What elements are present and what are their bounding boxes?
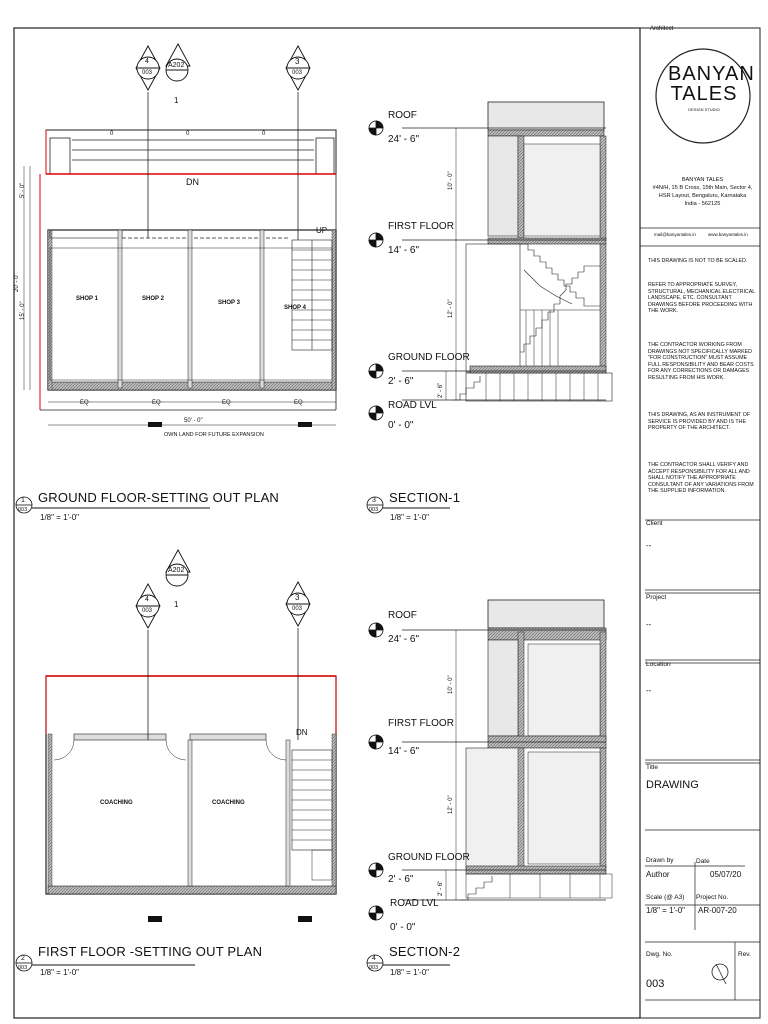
- s1-level-ff-value: 14' - 6": [388, 245, 420, 256]
- room-shop-4: SHOP 4: [284, 305, 306, 311]
- s2-level-road-name: ROAD LVL: [390, 898, 439, 909]
- view4-scale: 1/8" = 1'-0": [390, 968, 430, 977]
- marker2-4-sheet: 003: [142, 608, 153, 614]
- s2-level-roof-name: ROOF: [388, 610, 417, 621]
- s1-level-gf-name: GROUND FLOOR: [388, 352, 470, 363]
- dwg-no-label: Dwg. No.: [646, 951, 673, 958]
- marker-3-num: 3: [295, 57, 300, 66]
- s1-level-road-name: ROAD LVL: [388, 400, 437, 411]
- s2-level-gf-name: GROUND FLOOR: [388, 852, 470, 863]
- marker2-a202-sheet: A202: [168, 567, 185, 574]
- plan2-dn-label: DN: [296, 728, 308, 737]
- title-label: Title: [646, 764, 659, 771]
- marker2-3-sheet: 003: [292, 606, 303, 612]
- firm-website[interactable]: www.banyantales.in: [708, 232, 748, 237]
- first-floor-plan: [46, 628, 336, 922]
- dim-eq-1: EQ: [80, 400, 89, 406]
- marker-a202-num: 1: [174, 96, 179, 105]
- s1-level-ff-name: FIRST FLOOR: [388, 221, 454, 232]
- note-2: REFER TO APPROPRIATE SURVEY, STRUCTURAL, MECHANICAL ELECTRICAL LANDSCAPE, ETC. CONSULTANT DRAWINGS BEFORE PROCEEDING WITH THE WORK.: [648, 282, 756, 315]
- s2-level-road-value: 0' - 0": [390, 922, 416, 933]
- client-label: Client: [646, 520, 663, 527]
- view3-title: SECTION-1: [389, 490, 461, 505]
- firm-email[interactable]: mail@banyantales.in: [654, 232, 696, 237]
- callout-markers: [136, 44, 310, 628]
- logo-line1: BANYAN: [668, 63, 755, 85]
- firm-address-2: HSR Layout, Bengaluru, Karnataka: [658, 193, 747, 199]
- s1-dim-1: 10' - 0": [448, 171, 454, 190]
- marker-3-sheet: 003: [292, 70, 303, 76]
- s1-dim-2: 12' - 0": [448, 299, 454, 318]
- firm-address-3: India - 562125: [684, 201, 721, 207]
- room-shop-3: SHOP 3: [218, 300, 240, 306]
- view4-sheet: 003: [369, 965, 379, 971]
- note-5: THE CONTRACTOR SHALL VERIFY AND ACCEPT RESPONSIBILITY FOR ALL AND SHALL NOTIFY THE APPROPRIATE CONSULTANT OF ANY VARIATIONS FROM THE SUPPLIED INFORMATION.: [648, 462, 754, 495]
- project-label: Project: [646, 594, 667, 601]
- top-mark-1: 0: [110, 131, 114, 137]
- top-mark-2: 0: [186, 131, 190, 137]
- left-dim-3: 15' - 0": [20, 301, 26, 320]
- view2-number: 2: [21, 955, 25, 962]
- room-coaching-1: COACHING: [100, 800, 133, 806]
- architect-label: Architect: [650, 26, 674, 32]
- s2-level-ff-name: FIRST FLOOR: [388, 718, 454, 729]
- title-value[interactable]: DRAWING: [646, 779, 699, 791]
- marker2-4-num: 4: [145, 596, 149, 603]
- view1-number: 1: [21, 497, 25, 504]
- s2-dim-3: 2' - 6": [438, 880, 444, 896]
- marker-4-num: 4: [145, 58, 149, 65]
- location-value[interactable]: --: [646, 686, 652, 695]
- s2-level-roof-value: 24' - 6": [388, 634, 420, 645]
- scale-label: Scale (@ A3): [646, 894, 685, 901]
- note-3: THE CONTRACTOR WORKING FROM DRAWINGS NOT SPECIFICALLY MARKED "FOR CONSTRUCTION" MUST ASSUME FULL RESPONSIBILITY AND BEAR COSTS FOR ANY CORRECTIONS OR DAMAGES RESULTING FROM HIS WORK.: [648, 342, 754, 381]
- top-mark-3: 0: [262, 131, 266, 137]
- room-coaching-2: COACHING: [212, 800, 245, 806]
- view4-number: 4: [372, 955, 376, 962]
- room-shop-2: SHOP 2: [142, 296, 164, 302]
- view3-sheet: 003: [369, 507, 379, 513]
- dim-eq-4: EQ: [294, 400, 303, 406]
- dwg-no-value[interactable]: 003: [646, 978, 665, 990]
- location-label: Location: [646, 661, 671, 668]
- s2-level-ff-value: 14' - 6": [388, 746, 420, 757]
- note-4: THIS DRAWING, AS AN INSTRUMENT OF SERVICE IS PROVIDED BY AND IS THE PROPERTY OF THE ARCHITECT.: [648, 412, 751, 432]
- rev-label: Rev.: [738, 951, 751, 958]
- view1-title: GROUND FLOOR-SETTING OUT PLAN: [38, 490, 280, 505]
- view2-title: FIRST FLOOR -SETTING OUT PLAN: [38, 944, 263, 959]
- plan1-dn-label: DN: [186, 177, 199, 187]
- s2-level-gf-value: 2' - 6": [388, 874, 414, 885]
- s2-dim-1: 10' - 0": [448, 675, 454, 694]
- view2-sheet: 003: [18, 965, 28, 971]
- s1-level-gf-value: 2' - 6": [388, 376, 414, 387]
- s1-dim-3: 2' - 6": [438, 382, 444, 398]
- view1-scale: 1/8" = 1'-0": [40, 513, 80, 522]
- s1-level-road-value: 0' - 0": [388, 420, 414, 431]
- view3-scale: 1/8" = 1'-0": [390, 513, 430, 522]
- view4-title: SECTION-2: [389, 944, 461, 959]
- plan1-up-label: UP: [316, 226, 328, 235]
- left-dim-2: 20' - 0": [14, 273, 20, 292]
- left-dim-1: 5' - 0": [20, 182, 26, 198]
- project-no-label: Project No.: [696, 894, 729, 901]
- date-label: Date: [696, 858, 710, 865]
- drawn-by-label: Drawn by: [646, 857, 674, 864]
- marker2-a202-num: 1: [174, 600, 179, 609]
- firm-address-1: #4N/H, 15 B Cross, 15th Main, Sector 4,: [652, 185, 753, 191]
- marker-4-sheet: 003: [142, 70, 153, 76]
- logo-tagline: DESIGN STUDIO: [688, 107, 720, 112]
- marker2-3-num: 3: [295, 593, 300, 602]
- dim-eq-3: EQ: [222, 400, 231, 406]
- s1-level-roof-name: ROOF: [388, 110, 417, 121]
- dim-overall: 50' - 0": [184, 418, 203, 424]
- view2-scale: 1/8" = 1'-0": [40, 968, 80, 977]
- date-value[interactable]: 05/07/20: [710, 870, 742, 879]
- project-value[interactable]: --: [646, 620, 652, 629]
- scale-value[interactable]: 1/8" = 1'-0": [646, 906, 686, 915]
- room-shop-1: SHOP 1: [76, 296, 98, 302]
- drawn-by-value[interactable]: Author: [646, 870, 670, 879]
- logo-line2: TALES: [670, 83, 738, 105]
- ground-floor-plan: [24, 92, 336, 427]
- level-markers: [369, 121, 383, 920]
- s1-level-roof-value: 24' - 6": [388, 134, 420, 145]
- client-value[interactable]: --: [646, 541, 652, 550]
- dim-eq-2: EQ: [152, 400, 161, 406]
- view3-number: 3: [372, 497, 376, 504]
- north-arrow-icon: [708, 960, 732, 984]
- marker-a202-sheet: A202: [168, 62, 185, 69]
- project-no-value[interactable]: AR-007-20: [698, 906, 737, 915]
- own-land-note: OWN LAND FOR FUTURE EXPANSION: [164, 432, 264, 438]
- view1-sheet: 003: [18, 507, 28, 513]
- s2-dim-2: 12' - 0": [448, 795, 454, 814]
- firm-name: BANYAN TALES: [681, 177, 724, 183]
- note-1: THIS DRAWING IS NOT TO BE SCALED.: [648, 258, 748, 264]
